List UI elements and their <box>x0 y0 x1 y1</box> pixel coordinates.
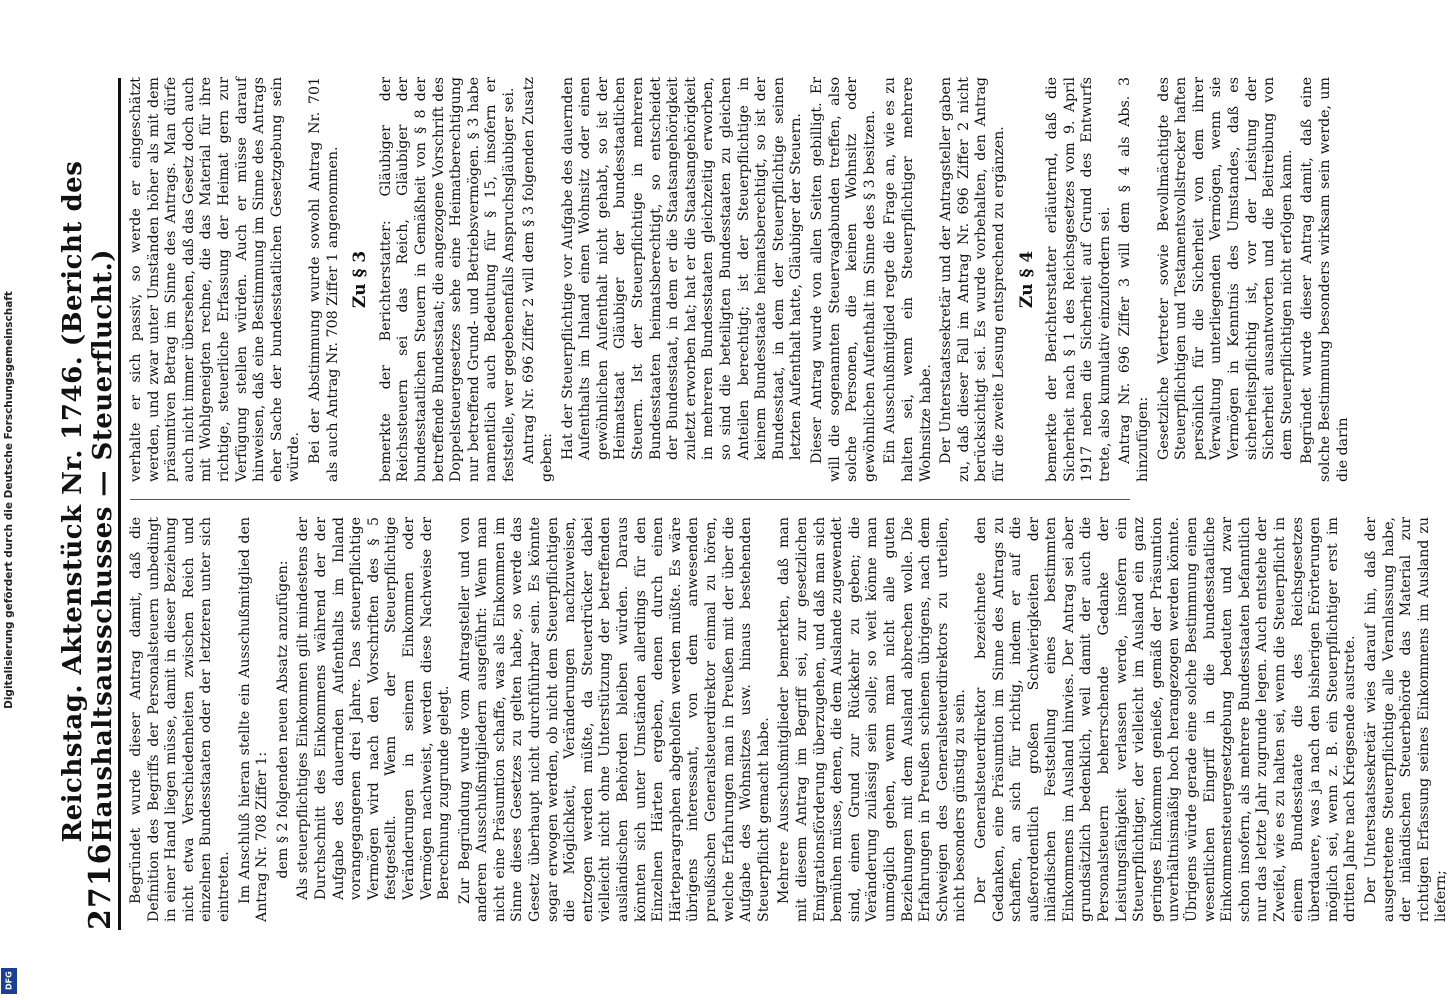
quoted-amendment: Hat der Steuerpflichtige vor Aufgabe des dauernden Aufenthalts im Inland einen Wohnsitz oder einen gewöhnlichen Aufenthalt nicht gehabt, so ist der Heimatstaat Gläubiger der bundesstaatlichen Steuern. Ist der Steuerpflichtige in mehreren Bundesstaaten heimatsberechtigt, so entscheidet der Bundesstaat, in dem er die Staatsangehörigkeit zuletzt erworben hat; hat er die Staatsangehörigkeit in mehreren Bundesstaaten gleichzeitig erworben, so sind die beteiligten Bundesstaaten zu gleichen Anteilen berechtigt; ist der Steuerpflichtige in keinem Bundesstaate heimatsberechtigt, so ist der Bundesstaat, in dem der Steuerpflichtige seinen letzten Aufenthalt hatte, Gläubiger der Steuern. <box>559 77 805 460</box>
section-heading-symbol: § 3 <box>350 250 371 278</box>
paragraph: Dieser Antrag wurde von allen Seiten gebilligt. Er will die sogenannten Steuervagabunden treffen, also solche Personen, die keinen Wohnsitz oder gewöhnlichen Aufenthalt im Sinne des § 3 besitzen. <box>808 77 878 482</box>
paragraph: Im Anschluß hieran stellte ein Ausschußmitglied den Antrag Nr. 708 Ziffer 1: <box>236 517 271 922</box>
paragraph: Mehrere Ausschußmitglieder bemerkten, daß man mit diesem Antrag im Begriff sei, zur gesetzlichen Emigrationsförderung überzugehen, und daß man sich bemühen müsse, denen, die dem Auslande zugewendet sind, einen Grund zur Rückkehr zu geben; die Veränderung zulässig sein solle; so weit könne man unmöglich gehen, wenn man nicht alle guten Beziehungen mit dem Ausland abbrechen wolle. Die Erfahrungen in Preußen schienen übrigens, nach dem Schweigen des Generalsteuerdirektors zu urteilen, nicht besonders günstig zu sein. <box>776 517 969 922</box>
right-column <box>128 77 1355 482</box>
paragraph: verhalte er sich passiv, so werde er eingeschätzt werden, und zwar unter Umständen höher als mit dem präsumtiven Betrag im Sinne des Antrags. Man dürfe auch nicht immer übersehen, daß das Gesetz doch auch mit Wohlgeneigten rechne, die das Material für ihre richtige, steuerliche Erfassung der Heimat gern zur Verfügung stellen würden. Auch er müsse darauf hinweisen, daß eine Bestimmung im Sinne des Antrags eher Sache der bundesstaatlichen Gesetzgebung sein würde. <box>128 77 303 482</box>
section-heading-symbol: § 4 <box>1016 250 1037 278</box>
section-heading-prefix: Zu <box>350 283 371 309</box>
paragraph: Der Unterstaatssekretär und der Antragsteller gaben zu, daß dieser Fall im Antrag Nr. 696 Ziffer 2 nicht berücksichtigt sei. Es wurde vorbehalten, den Antrag für die zweite Lesung entsprechend zu ergänzen. <box>938 77 1007 482</box>
digitization-credit <box>0 0 18 1000</box>
page-number: 2716 <box>83 842 118 930</box>
paragraph: Bei der Abstimmung wurde sowohl Antrag Nr. 701 als auch Antrag Nr. 708 Ziffer 1 angenommen. <box>306 77 341 482</box>
paragraph: Begründet wurde dieser Antrag damit, daß die Definition des Begriffs der Personalsteuern unbedingt in einer Hand liegen müsse, damit in dieser Beziehung nicht etwa Verschiedenheiten zwischen Reich und einzelnen Bundesstaaten oder der letzteren unter sich eintreten. <box>128 517 232 922</box>
page-header <box>58 78 121 930</box>
paragraph: Begründet wurde dieser Antrag damit, daß eine solche Bestimmung besonders wirksam sein werde, um die darin <box>1299 77 1351 482</box>
page-title: Reichstag. Aktenstück Nr. 1746. (Bericht des Haushaltsausschusses — Steuerflucht.) <box>58 160 118 843</box>
paragraph: Ein Ausschußmitglied regte die Frage an, wie es zu halten sei, wenn ein Steuerpflichtiger mehrere Wohnsitze habe. <box>882 77 934 482</box>
paragraph: Antrag Nr. 696 Ziffer 2 will dem § 3 folgenden Zusatz geben: <box>521 77 556 482</box>
paragraph: Der Unterstaatssekretär wies darauf hin, daß der ausgetretene Steuerpflichtige alle Veranlassung habe, der inländischen Steuerbehörde das Material zur richtigen Erfassung seines Einkommens im Ausland zu liefern; <box>1362 517 1450 922</box>
digitization-credit-text: Digitalisierung gefördert durch die Deutsche Forschungsgemeinschaft <box>3 291 16 709</box>
section-heading-4 <box>1016 77 1037 482</box>
paragraph: bemerkte der Berichterstatter erläuternd, daß die Sicherheit nach § 1 des Reichsgesetzes vom 9. April 1917 neben die Sicherheit auf Grund des Entwurfs trete, also kumulativ einzufordern sei. <box>1044 77 1113 482</box>
quoted-amendment: Als steuerpflichtiges Einkommen gilt mindestens der Durchschnitt des Einkommens während der der Aufgabe des dauernden Aufenthalts im Inland vorangegangenen drei Jahre. Das steuerpflichtige Vermögen wird nach den Vorschriften des § 5 festgestellt. Wenn der Steuerpflichtige Veränderungen in seinem Einkommen oder Vermögen nachweist, werden diese Nachweise der Berechnung zugrunde gelegt. <box>295 517 453 900</box>
left-column <box>128 517 1454 922</box>
paragraph: bemerkte der Berichterstatter: Gläubiger der Reichssteuern sei das Reich, Gläubiger der bundesstaatlichen Steuern in Gemäßheit von § 8 der betreffende Bundesstaat; die angezogene Vorschrift des Doppelsteuergesetzes sehe eine Heimatberechtigung nur betreffend Grund- und Betriebsvermögen. § 3 habe namentlich auch Bedeutung für § 15, insofern er feststelle, wer gegebenenfalls Anspruchsgläubiger sei. <box>377 77 517 482</box>
paragraph: Zur Begründung wurde vom Antragsteller und von anderen Ausschußmitgliedern ausgeführt: Wenn man nicht eine Präsumtion schaffe, was als Einkommen im Sinne dieses Gesetzes zu gelten habe, so werde das Gesetz überhaupt nicht durchführbar sein. Es könnte sogar erwogen werden, ob nicht dem Steuerpflichtigen die Möglichkeit, Veränderungen nachzuweisen, entzogen werden müßte, da Steuerdrücker dabei vielleicht nicht ohne Unterstützung der betreffenden ausländischen Behörden bleiben würden. Daraus könnten sich unter Umständen allerdings für den Einzelnen Härten ergeben, denen durch einen Härteparagraphen abgeholfen werden müßte. Es wäre übrigens interessant, von dem anwesenden preußischen Generalsteuerdirektor einmal zu hören, welche Erfahrungen man in Preußen mit der über die Aufgabe des Wohnsitzes usw. hinaus bestehenden Steuerpflicht gemacht habe. <box>456 517 772 922</box>
column-divider <box>130 499 1130 500</box>
section-heading-3 <box>352 77 370 482</box>
quoted-amendment: Gesetzliche Vertreter sowie Bevollmächtigte des Steuerpflichtigen und Testamentsvollstrecker haften persönlich für die Sicherheit von dem ihrer Verwaltung unterliegenden Vermögen, wenn sie Vermögen in Kenntnis des Umstandes, daß es sicherheitspflichtig ist, vor der Leistung der Sicherheit ausantworten und die Beitreibung von dem Steuerpflichtigen nicht erfolgen kann. <box>1155 77 1295 460</box>
section-heading-prefix: Zu <box>1016 283 1037 309</box>
paragraph: dem § 2 folgenden neuen Absatz anzufügen: <box>274 560 291 879</box>
dfg-logo: DFG <box>1 968 17 994</box>
paragraph: Der Generalsteuerdirektor bezeichnete den Gedanken, eine Präsumtion im Sinne des Antrags zu schaffen, an sich für richtig, indem er auf die außerordentlich großen Schwierigkeiten der inländischen Feststellung eines bestimmten Einkommens im Ausland hinwies. Der Antrag sei aber grundsätzlich bedenklich, weil damit der auch die Personalsteuern beherrschende Gedanke der Leistungsfähigkeit verlassen werde, insofern ein Steuerpflichtiger, der vielleicht im Ausland ein ganz geringes Einkommen genieße, gemäß der Präsumtion unverhältnismäßig hoch herangezogen werden könnte. Übrigens würde gerade eine solche Bestimmung einen wesentlichen Eingriff in die bundesstaatliche Einkommensteuergesetzgebung bedeuten und zwar schon insofern, als mehrere Bundesstaaten befanntlich nur das letzte Jahr zugrunde legen. Auch entstehe der Zweifel, wie es zu halten sei, wenn die Steuerpflicht in einem Bundesstaate die des Reichsgesetzes überdauere, was ja nach den bisherigen Erörterungen möglich sei, wenn z. B. ein Steuerpflichtiger erst im dritten Jahre nach Kriegsende austrete. <box>972 517 1359 922</box>
paragraph: Antrag Nr. 696 Ziffer 3 will dem § 4 als Abs. 3 hinzufügen: <box>1117 77 1152 482</box>
